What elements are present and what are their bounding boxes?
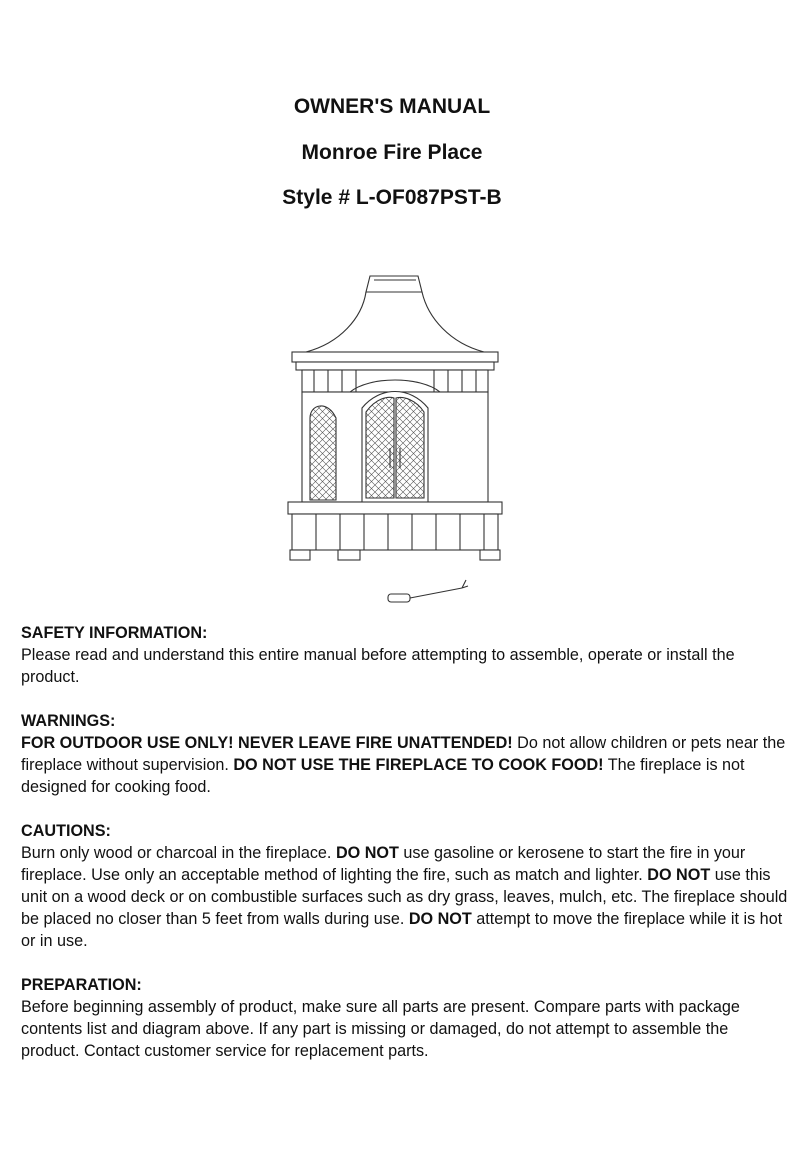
preparation-section — [21, 974, 791, 1062]
cautions-heading: CAUTIONS: — [21, 822, 111, 840]
warnings-text: FOR OUTDOOR USE ONLY! NEVER LEAVE FIRE UNATTENDED! Do not allow children or pets near the fireplace without supervision. DO NOT USE THE FIREPLACE TO COOK FOOD! The fireplace is not designed for cooking food. — [21, 734, 786, 796]
warnings-section — [21, 710, 791, 798]
warning-no-cooking: DO NOT USE THE FIREPLACE TO COOK FOOD! — [233, 756, 604, 774]
warning-outdoor-only: FOR OUTDOOR USE ONLY! NEVER LEAVE FIRE UNATTENDED! — [21, 734, 513, 752]
product-name: Monroe Fire Place — [301, 141, 483, 164]
safety-text: Please read and understand this entire manual before attempting to assemble, operate or install the product. — [21, 646, 735, 686]
style-number: Style # L-OF087PST-B — [282, 186, 502, 209]
warnings-heading: WARNINGS: — [21, 712, 116, 730]
manual-title: OWNER'S MANUAL — [293, 95, 491, 118]
safety-section — [21, 622, 791, 688]
preparation-text: Before beginning assembly of product, make sure all parts are present. Compare parts with package contents list and diagram above. If any part is missing or damaged, do not attempt to assemble the product. Contact customer service for replacement parts. — [21, 998, 740, 1060]
preparation-heading: PREPARATION: — [21, 976, 142, 994]
fireplace-icon — [270, 268, 520, 618]
safety-heading: SAFETY INFORMATION: — [21, 624, 208, 642]
fireplace-illustration — [270, 268, 520, 618]
cautions-text: Burn only wood or charcoal in the fireplace. DO NOT use gasoline or kerosene to start the fire in your fireplace. Use only an acceptable method of lighting the fire, such as match and lighter. DO NOT use this unit on a wood deck or on combustible surfaces such as dry grass, leaves, mulch, etc. The fireplace should be placed no closer than 5 feet from walls during use. DO NOT attempt to move the fireplace while it is hot or in use. — [21, 844, 788, 950]
cautions-section — [21, 820, 791, 952]
